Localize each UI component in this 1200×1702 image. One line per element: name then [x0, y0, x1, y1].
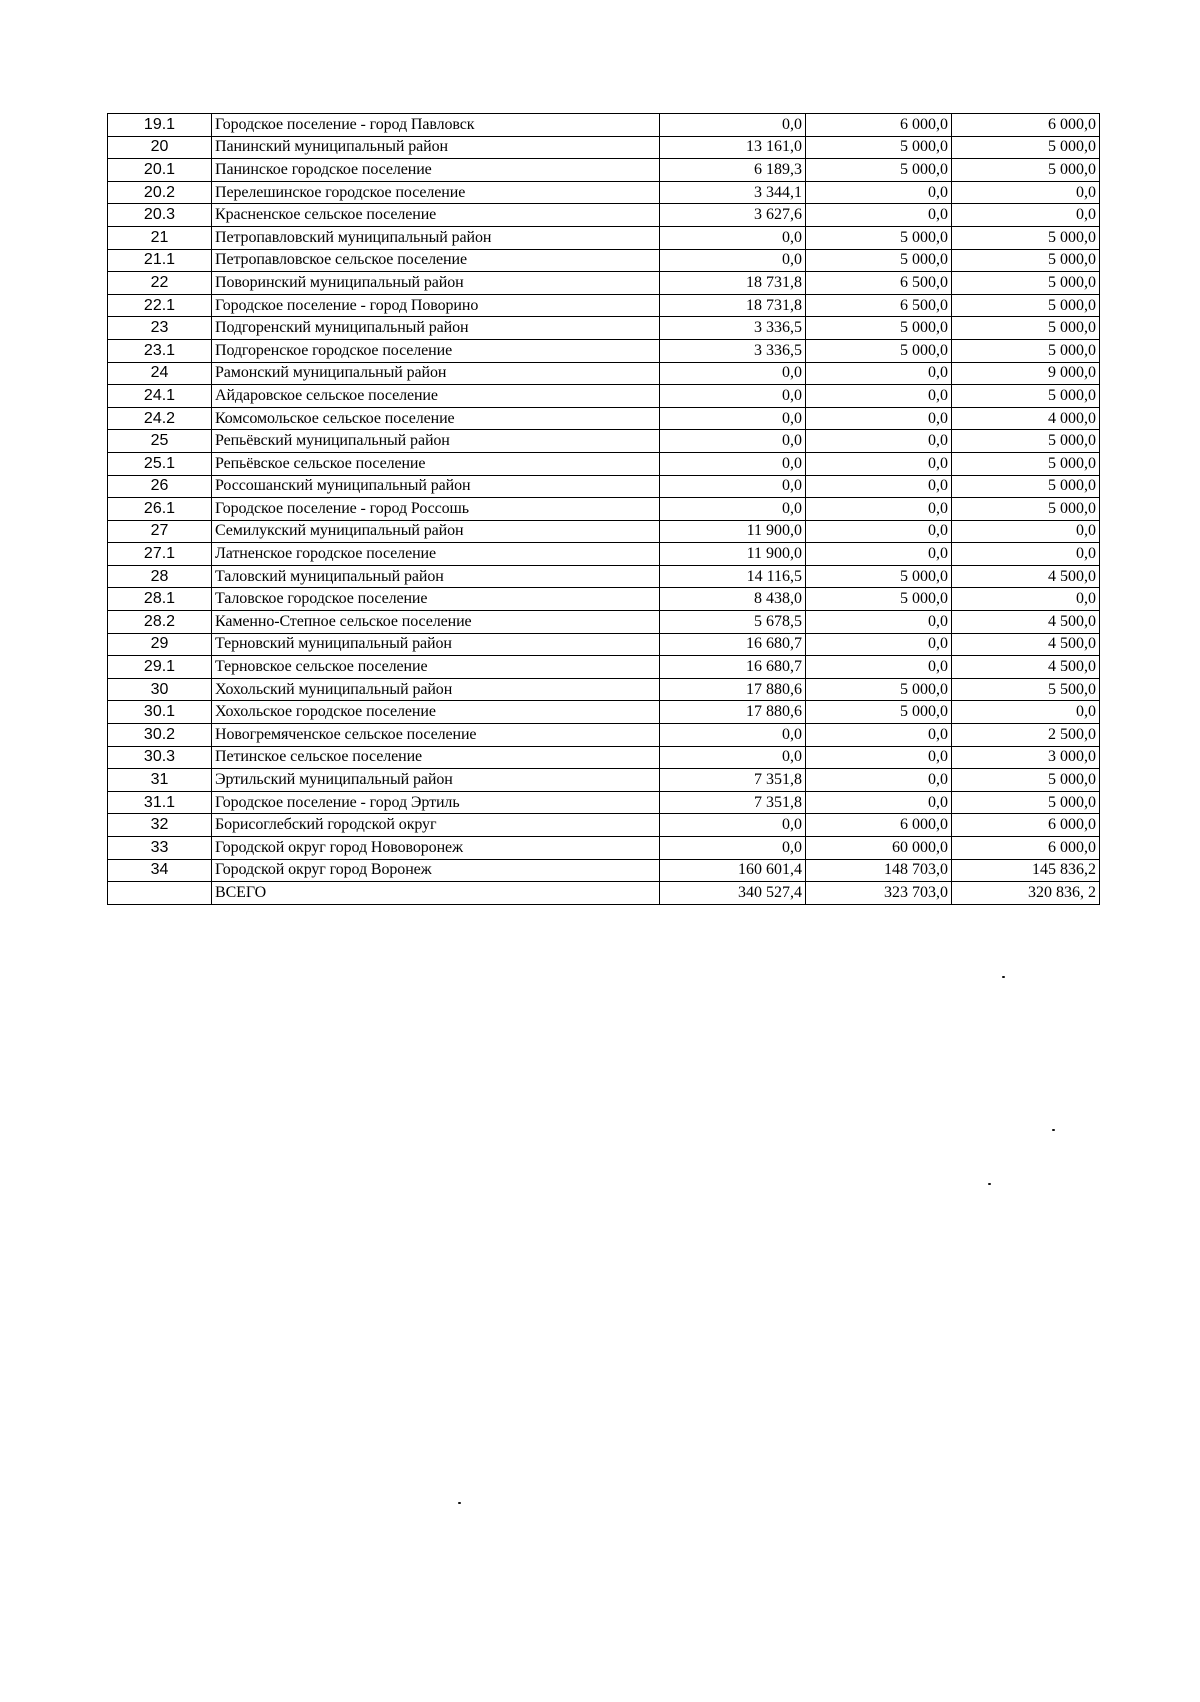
value-cell-1: 0,0 — [660, 362, 806, 385]
value-cell-2: 0,0 — [806, 452, 952, 475]
value-cell-3: 5 000,0 — [952, 430, 1100, 453]
value-cell-1: 18 731,8 — [660, 272, 806, 295]
value-cell-1: 6 189,3 — [660, 159, 806, 182]
municipality-name-cell: Эртильский муниципальный район — [212, 769, 660, 792]
value-cell-2: 148 703,0 — [806, 859, 952, 882]
table-row — [108, 814, 1100, 837]
row-number-cell: 27.1 — [108, 543, 212, 566]
municipality-name-cell: Хохольский муниципальный район — [212, 678, 660, 701]
row-number-cell: 28 — [108, 565, 212, 588]
value-cell-1: 17 880,6 — [660, 678, 806, 701]
table-row — [108, 272, 1100, 295]
value-cell-2: 0,0 — [806, 181, 952, 204]
table-row — [108, 769, 1100, 792]
municipality-name-cell: Петропавловское сельское поселение — [212, 249, 660, 272]
row-number-cell: 20 — [108, 136, 212, 159]
value-cell-1: 0,0 — [660, 814, 806, 837]
value-cell-3: 145 836,2 — [952, 859, 1100, 882]
municipality-name-cell: Городское поселение - город Поворино — [212, 294, 660, 317]
value-cell-2: 0,0 — [806, 385, 952, 408]
table-row — [108, 791, 1100, 814]
municipality-name-cell: Панинский муниципальный район — [212, 136, 660, 159]
table-row — [108, 452, 1100, 475]
value-cell-3: 0,0 — [952, 181, 1100, 204]
table-row — [108, 226, 1100, 249]
value-cell-3: 5 000,0 — [952, 339, 1100, 362]
municipality-name-cell: Семилукский муниципальный район — [212, 520, 660, 543]
value-cell-3: 5 000,0 — [952, 136, 1100, 159]
value-cell-2: 0,0 — [806, 362, 952, 385]
row-number-cell: 27 — [108, 520, 212, 543]
value-cell-2: 5 000,0 — [806, 249, 952, 272]
table-row — [108, 859, 1100, 882]
value-cell-1: 3 344,1 — [660, 181, 806, 204]
value-cell-3: 5 000,0 — [952, 294, 1100, 317]
value-cell-2: 6 000,0 — [806, 814, 952, 837]
value-cell-3: 6 000,0 — [952, 814, 1100, 837]
row-number-cell: 25.1 — [108, 452, 212, 475]
value-cell-3: 9 000,0 — [952, 362, 1100, 385]
value-cell-1: 0,0 — [660, 746, 806, 769]
value-cell-2: 6 000,0 — [806, 114, 952, 137]
value-cell-3: 6 000,0 — [952, 837, 1100, 860]
value-cell-2: 0,0 — [806, 520, 952, 543]
municipality-name-cell: Таловский муниципальный район — [212, 565, 660, 588]
municipality-name-cell: Россошанский муниципальный район — [212, 475, 660, 498]
value-cell-3: 320 836, 2 — [952, 882, 1100, 905]
value-cell-2: 0,0 — [806, 430, 952, 453]
municipality-name-cell: Перелешинское городское поселение — [212, 181, 660, 204]
table-row — [108, 565, 1100, 588]
scan-speck — [1052, 1129, 1055, 1131]
value-cell-1: 5 678,5 — [660, 611, 806, 634]
municipality-name-cell: Борисоглебский городской округ — [212, 814, 660, 837]
municipality-name-cell: Городское поселение - город Павловск — [212, 114, 660, 137]
row-number-cell: 21.1 — [108, 249, 212, 272]
value-cell-1: 17 880,6 — [660, 701, 806, 724]
table-row — [108, 181, 1100, 204]
value-cell-2: 6 500,0 — [806, 294, 952, 317]
row-number-cell: 21 — [108, 226, 212, 249]
municipality-name-cell: Репьёвский муниципальный район — [212, 430, 660, 453]
table-row — [108, 543, 1100, 566]
value-cell-3: 5 000,0 — [952, 498, 1100, 521]
table-row — [108, 678, 1100, 701]
value-cell-1: 18 731,8 — [660, 294, 806, 317]
table-row — [108, 430, 1100, 453]
table-row — [108, 317, 1100, 340]
value-cell-1: 16 680,7 — [660, 656, 806, 679]
row-number-cell: 23 — [108, 317, 212, 340]
table-row — [108, 837, 1100, 860]
row-number-cell: 30.1 — [108, 701, 212, 724]
value-cell-3: 5 000,0 — [952, 452, 1100, 475]
municipality-name-cell: Латненское городское поселение — [212, 543, 660, 566]
value-cell-1: 160 601,4 — [660, 859, 806, 882]
municipality-name-cell: Репьёвское сельское поселение — [212, 452, 660, 475]
value-cell-1: 0,0 — [660, 249, 806, 272]
total-row — [108, 882, 1100, 905]
value-cell-1: 3 336,5 — [660, 317, 806, 340]
row-number-cell: 24 — [108, 362, 212, 385]
table-row — [108, 746, 1100, 769]
municipality-name-cell: Городской округ город Воронеж — [212, 859, 660, 882]
value-cell-2: 0,0 — [806, 204, 952, 227]
municipality-name-cell: Городское поселение - город Россошь — [212, 498, 660, 521]
table-row — [108, 701, 1100, 724]
value-cell-3: 5 000,0 — [952, 791, 1100, 814]
value-cell-1: 0,0 — [660, 385, 806, 408]
value-cell-2: 5 000,0 — [806, 317, 952, 340]
table-row — [108, 656, 1100, 679]
row-number-cell: 26.1 — [108, 498, 212, 521]
scan-speck — [1002, 976, 1005, 978]
row-number-cell: 28.2 — [108, 611, 212, 634]
value-cell-2: 0,0 — [806, 724, 952, 747]
value-cell-2: 5 000,0 — [806, 565, 952, 588]
municipality-name-cell: Красненское сельское поселение — [212, 204, 660, 227]
value-cell-2: 5 000,0 — [806, 159, 952, 182]
value-cell-3: 6 000,0 — [952, 114, 1100, 137]
value-cell-2: 323 703,0 — [806, 882, 952, 905]
row-number-cell: 23.1 — [108, 339, 212, 362]
row-number-cell: 34 — [108, 859, 212, 882]
value-cell-1: 0,0 — [660, 226, 806, 249]
table-row — [108, 362, 1100, 385]
value-cell-2: 6 500,0 — [806, 272, 952, 295]
value-cell-1: 340 527,4 — [660, 882, 806, 905]
value-cell-2: 0,0 — [806, 791, 952, 814]
value-cell-1: 7 351,8 — [660, 769, 806, 792]
table-body — [108, 114, 1100, 905]
value-cell-3: 4 000,0 — [952, 407, 1100, 430]
municipality-name-cell: Терновский муниципальный район — [212, 633, 660, 656]
value-cell-3: 5 000,0 — [952, 317, 1100, 340]
row-number-cell: 29 — [108, 633, 212, 656]
table-row — [108, 339, 1100, 362]
value-cell-1: 13 161,0 — [660, 136, 806, 159]
table-row — [108, 475, 1100, 498]
value-cell-2: 5 000,0 — [806, 136, 952, 159]
row-number-cell: 31 — [108, 769, 212, 792]
row-number-cell: 28.1 — [108, 588, 212, 611]
value-cell-1: 0,0 — [660, 498, 806, 521]
municipality-name-cell: Городское поселение - город Эртиль — [212, 791, 660, 814]
row-number-cell: 30.3 — [108, 746, 212, 769]
value-cell-2: 0,0 — [806, 498, 952, 521]
row-number-cell — [108, 882, 212, 905]
value-cell-3: 5 000,0 — [952, 272, 1100, 295]
municipality-name-cell: Подгоренский муниципальный район — [212, 317, 660, 340]
value-cell-2: 60 000,0 — [806, 837, 952, 860]
row-number-cell: 20.3 — [108, 204, 212, 227]
table-row — [108, 588, 1100, 611]
municipality-name-cell: Подгоренское городское поселение — [212, 339, 660, 362]
value-cell-2: 5 000,0 — [806, 588, 952, 611]
value-cell-3: 5 000,0 — [952, 226, 1100, 249]
municipality-name-cell: Петинское сельское поселение — [212, 746, 660, 769]
row-number-cell: 30.2 — [108, 724, 212, 747]
value-cell-2: 0,0 — [806, 746, 952, 769]
value-cell-2: 0,0 — [806, 475, 952, 498]
value-cell-3: 2 500,0 — [952, 724, 1100, 747]
row-number-cell: 24.1 — [108, 385, 212, 408]
value-cell-1: 0,0 — [660, 430, 806, 453]
value-cell-3: 4 500,0 — [952, 611, 1100, 634]
value-cell-2: 0,0 — [806, 656, 952, 679]
value-cell-3: 5 000,0 — [952, 385, 1100, 408]
value-cell-1: 11 900,0 — [660, 543, 806, 566]
municipality-name-cell: Новогремяченское сельское поселение — [212, 724, 660, 747]
table-row — [108, 294, 1100, 317]
value-cell-2: 0,0 — [806, 633, 952, 656]
municipality-name-cell: Комсомольское сельское поселение — [212, 407, 660, 430]
municipality-name-cell: Каменно-Степное сельское поселение — [212, 611, 660, 634]
scan-speck — [458, 1502, 461, 1504]
table-row — [108, 724, 1100, 747]
value-cell-1: 11 900,0 — [660, 520, 806, 543]
row-number-cell: 31.1 — [108, 791, 212, 814]
row-number-cell: 22.1 — [108, 294, 212, 317]
row-number-cell: 20.1 — [108, 159, 212, 182]
value-cell-3: 5 000,0 — [952, 249, 1100, 272]
municipality-name-cell: Айдаровское сельское поселение — [212, 385, 660, 408]
row-number-cell: 22 — [108, 272, 212, 295]
row-number-cell: 25 — [108, 430, 212, 453]
value-cell-3: 5 000,0 — [952, 769, 1100, 792]
budget-table — [107, 113, 1100, 905]
value-cell-2: 0,0 — [806, 611, 952, 634]
value-cell-2: 0,0 — [806, 543, 952, 566]
value-cell-1: 0,0 — [660, 475, 806, 498]
row-number-cell: 30 — [108, 678, 212, 701]
table-row — [108, 498, 1100, 521]
value-cell-2: 5 000,0 — [806, 678, 952, 701]
value-cell-3: 4 500,0 — [952, 656, 1100, 679]
municipality-name-cell: Хохольское городское поселение — [212, 701, 660, 724]
table-row — [108, 136, 1100, 159]
value-cell-1: 8 438,0 — [660, 588, 806, 611]
value-cell-2: 0,0 — [806, 769, 952, 792]
table-row — [108, 204, 1100, 227]
row-number-cell: 32 — [108, 814, 212, 837]
row-number-cell: 24.2 — [108, 407, 212, 430]
value-cell-3: 4 500,0 — [952, 633, 1100, 656]
row-number-cell: 26 — [108, 475, 212, 498]
table-row — [108, 407, 1100, 430]
table-row — [108, 611, 1100, 634]
value-cell-1: 0,0 — [660, 837, 806, 860]
value-cell-1: 0,0 — [660, 452, 806, 475]
table-row — [108, 633, 1100, 656]
value-cell-3: 0,0 — [952, 520, 1100, 543]
scan-speck — [988, 1183, 991, 1185]
municipality-name-cell: Панинское городское поселение — [212, 159, 660, 182]
municipality-name-cell: Таловское городское поселение — [212, 588, 660, 611]
value-cell-1: 3 627,6 — [660, 204, 806, 227]
row-number-cell: 19.1 — [108, 114, 212, 137]
municipality-name-cell: ВСЕГО — [212, 882, 660, 905]
value-cell-1: 7 351,8 — [660, 791, 806, 814]
row-number-cell: 33 — [108, 837, 212, 860]
table-row — [108, 114, 1100, 137]
value-cell-2: 5 000,0 — [806, 226, 952, 249]
value-cell-1: 0,0 — [660, 114, 806, 137]
value-cell-3: 0,0 — [952, 543, 1100, 566]
value-cell-3: 5 000,0 — [952, 159, 1100, 182]
value-cell-3: 4 500,0 — [952, 565, 1100, 588]
value-cell-3: 0,0 — [952, 701, 1100, 724]
value-cell-3: 5 500,0 — [952, 678, 1100, 701]
table-row — [108, 385, 1100, 408]
table-row — [108, 159, 1100, 182]
value-cell-3: 0,0 — [952, 204, 1100, 227]
municipality-name-cell: Рамонский муниципальный район — [212, 362, 660, 385]
value-cell-2: 5 000,0 — [806, 701, 952, 724]
value-cell-2: 5 000,0 — [806, 339, 952, 362]
municipality-name-cell: Петропавловский муниципальный район — [212, 226, 660, 249]
row-number-cell: 29.1 — [108, 656, 212, 679]
value-cell-2: 0,0 — [806, 407, 952, 430]
municipality-name-cell: Терновское сельское поселение — [212, 656, 660, 679]
value-cell-1: 0,0 — [660, 724, 806, 747]
value-cell-1: 16 680,7 — [660, 633, 806, 656]
value-cell-1: 0,0 — [660, 407, 806, 430]
municipality-name-cell: Поворинский муниципальный район — [212, 272, 660, 295]
value-cell-3: 5 000,0 — [952, 475, 1100, 498]
value-cell-3: 3 000,0 — [952, 746, 1100, 769]
value-cell-1: 14 116,5 — [660, 565, 806, 588]
value-cell-1: 3 336,5 — [660, 339, 806, 362]
table-row — [108, 520, 1100, 543]
row-number-cell: 20.2 — [108, 181, 212, 204]
municipality-name-cell: Городской округ город Нововоронеж — [212, 837, 660, 860]
value-cell-3: 0,0 — [952, 588, 1100, 611]
table-row — [108, 249, 1100, 272]
